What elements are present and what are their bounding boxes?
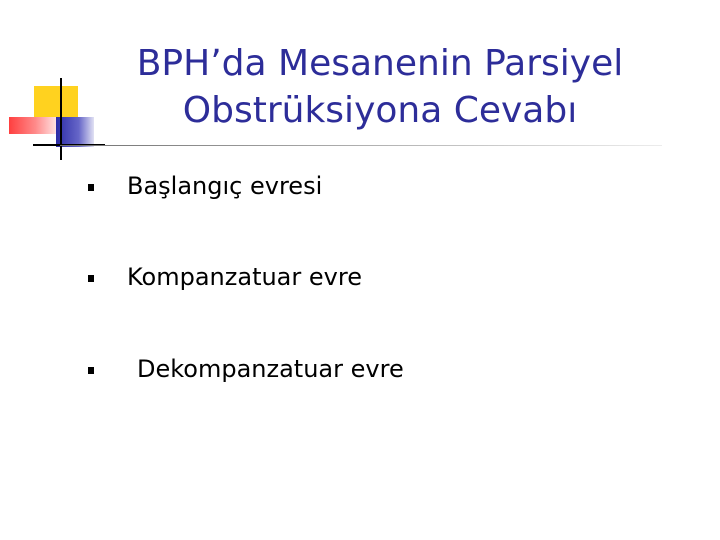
square-bullet-icon — [88, 275, 94, 282]
bullet-text: Kompanzatuar evre — [127, 263, 362, 291]
title-line-2: Obstrüksiyona Cevabı — [182, 90, 578, 131]
bullet-text: Başlangıç evresi — [127, 172, 323, 200]
bullet-text: Dekompanzatuar evre — [137, 355, 404, 383]
square-bullet-icon — [88, 367, 94, 374]
square-bullet-icon — [88, 184, 94, 191]
title-line-1: BPH’da Mesanenin Parsiyel — [136, 43, 624, 84]
